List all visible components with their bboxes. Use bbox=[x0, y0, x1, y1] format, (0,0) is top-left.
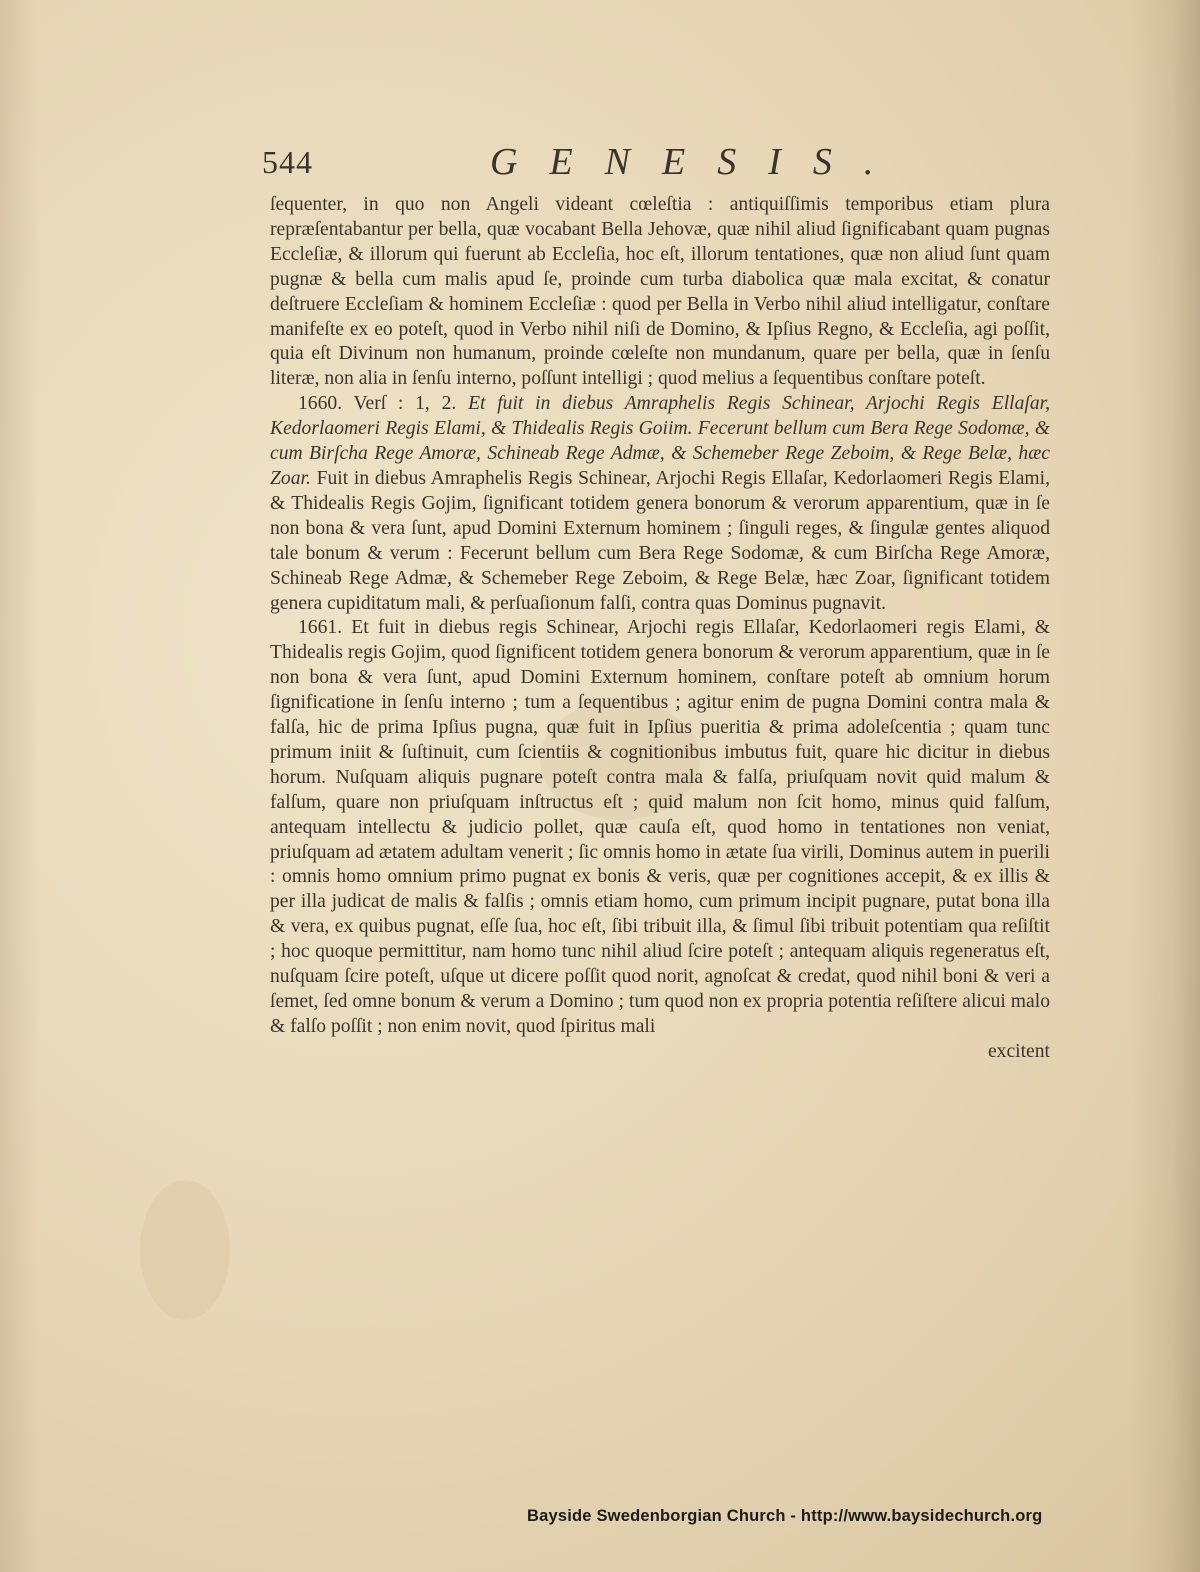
paragraph bbox=[270, 193, 1050, 392]
catchword: excitent bbox=[987, 1040, 1050, 1062]
scripture-quote: Et fuit in diebus Amraphelis Regis Schinear, Arjochi Regis Ellaſar, Kedorlaomeri Regis Elami, & Thidealis Regis Goiim. Fecerunt bellum cum Bera Rege Sodomæ, & cum Birſcha Rege Amoræ, Schineab Rege Admæ, & Schemeber Rege Zeboim, & Rege Belæ, hæc Zoar. bbox=[270, 393, 1050, 489]
paragraph-text: Et fuit in diebus regis Schinear, Arjochi regis Ellaſar, Kedorlaomeri regis Elami, & Thidealis regis Gojim, quod ſignificent totidem genera bonorum & verorum apparentium, quæ in ſe non bona & vera ſunt, apud Domini Externum hominem, conſtare poteſt ab omnium horum ſignificatione in ſenſu interno ; tum a ſequentibus ; agitur enim de pugna Domini contra mala & falſa, hic de prima Ipſius pugna, quæ fuit in Ipſius pueritia & prima adoleſcentia ; quam tunc primum iniit & ſuſtinuit, cum ſcientiis & cognitionibus imbutus fuit, quare hic dicitur in diebus horum. Nuſquam aliquis pugnare poteſt contra mala & falſa, priuſquam novit quid malum & falſum, quare non priuſquam inſtructus eſt ; quid malum non ſcit homo, minus quid falſum, antequam intellectu & judicio pollet, quæ cauſa eſt, quod homo in tentationes non veniat, priuſquam ad ætatem adultam venerit ; ſic omnis homo in ætate ſua virili, Dominus autem in puerili : omnis homo omnium primo pugnat ex bonis & veris, quæ per cognitiones accepit, & ex illis & per illa judicat de malis & falſis ; omnis etiam homo, cum primum incipit pugnare, putat bona illa & vera, ex quibus pugnat, eſſe ſua, hoc eſt, ſibi tribuit illa, & ſimul ſibi tribuit potentiam qua reſiſtit ; hoc quoque permittitur, nam homo tunc nihil aliud ſcire poteſt ; antequam aliquis regeneratus eſt, nuſquam ſcire poteſt, uſque ut dicere poſſit quod norit, agnoſcat & credat, quod nihil boni & veri a ſemet, ſed omne bonum & verum a Domino ; tum quod non ex propria potentia reſiſtere alicui malo & falſo poſſit ; non enim novit, quod ſpiritus mali bbox=[270, 617, 1050, 1037]
verse-reference: Verſ : 1, 2. bbox=[353, 393, 457, 415]
source-credit: Bayside Swedenborgian Church - http://www.baysidechurch.org bbox=[527, 1507, 1043, 1525]
paragraph-text: ſequenter, in quo non Angeli videant cœleſtia : antiquiſſimis temporibus etiam plura repræſentabantur per bella, quæ vocabant Bella Jehovæ, quæ nihil aliud ſignificabant quam pugnas Eccleſiæ, & illorum qui fuerunt ab Eccleſia, hoc eſt, illorum tentationes, quæ non aliud ſunt quam pugnæ & bella cum malis apud ſe, proinde cum turba diabolica quæ mala excitat, & conatur deſtruere Eccleſiam & hominem Eccleſiæ : quod per Bella in Verbo nihil aliud intelligatur, conſtare manifeſte ex eo poteſt, quod in Verbo nihil niſi de Domino, & Ipſius Regno, & Eccleſia, agi poſſit, quia eſt Divinum non humanum, proinde cœleſte non mundanum, quare per bella, quæ in ſenſu literæ, non alia in ſenſu interno, poſſunt intelligi ; quod melius a ſequentibus conſtare poteſt. bbox=[270, 194, 1050, 390]
paper-stain bbox=[140, 1180, 230, 1320]
page-gutter-shade bbox=[0, 0, 40, 1572]
body-text bbox=[270, 193, 1050, 1065]
page-edge-shade bbox=[1130, 0, 1200, 1572]
running-title: GENESIS. bbox=[490, 141, 906, 183]
paragraph bbox=[270, 616, 1050, 1039]
paragraph-text: Fuit in diebus Amraphelis Regis Schinear, Arjochi Regis Ellaſar, Kedorlaomeri Regis Elami, & Thidealis Regis Gojim, ſignificant totidem genera bonorum & verorum apparentium, quæ in ſe non bona & vera ſunt, apud Domini Externum hominem ; ſinguli reges, & ſingulæ gentes aliquod tale bonum & verum : Fecerunt bellum cum Bera Rege Sodomæ, & cum Birſcha Rege Amoræ, Schineab Rege Admæ, & Schemeber Rege Zeboim, & Rege Belæ, hæc Zoar, ſignificant totidem genera cupiditatum mali, & perſuaſionum falſi, contra quas Dominus pugnavit. bbox=[270, 467, 1050, 614]
paragraph-number: 1661. bbox=[298, 617, 343, 639]
paragraph bbox=[270, 392, 1050, 616]
paragraph-number: 1660. bbox=[298, 393, 343, 415]
page-number: 544 bbox=[262, 144, 313, 180]
page-header bbox=[262, 140, 1052, 188]
